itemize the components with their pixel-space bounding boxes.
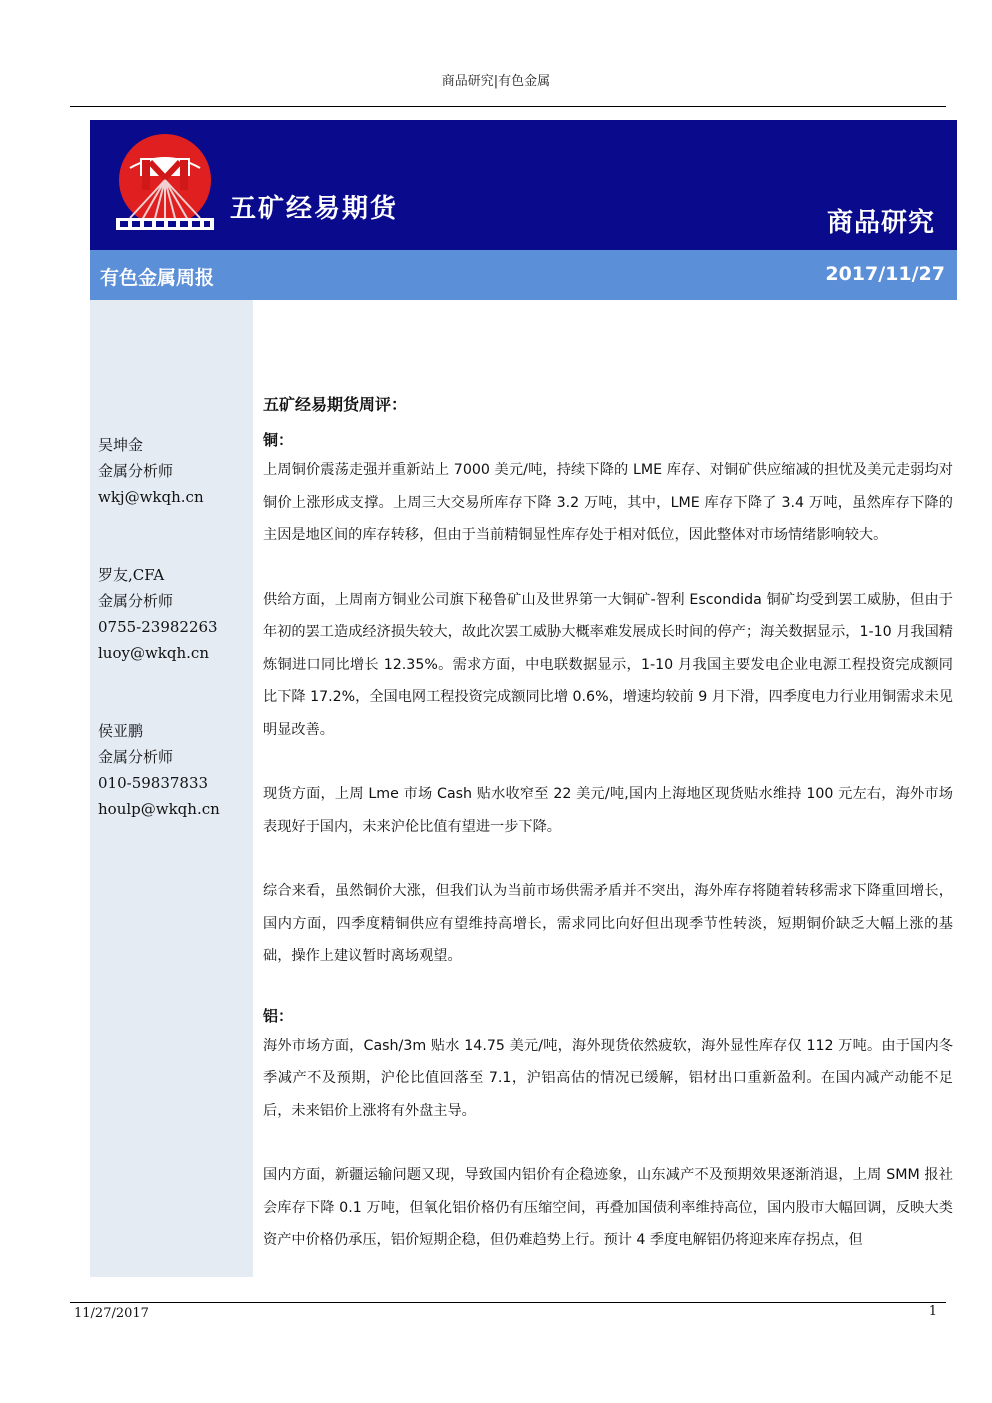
analyst-email[interactable]: houlp@wkqh.cn (98, 800, 220, 818)
aluminum-paragraph: 国内方面，新疆运输问题又现，导致国内铝价有企稳迹象，山东减产不及预期效果逐渐消退，上周 SMM 报社会库存下降 0.1 万吨，但氧化铝价格仍有压缩空间，再叠加国债利率维持高位，国内股市大幅回调，反映大类资产中价格仍承压，铝价短期企稳，但仍难趋势上行。预计 4 季度电解铝仍将迎来库存拐点，但 (263, 1167, 953, 1248)
report-body (263, 392, 953, 1257)
footer-date: 11/27/2017 (74, 1306, 149, 1321)
analyst-name: 吴坤金 (98, 436, 144, 454)
aluminum-heading: 铝： (263, 1006, 294, 1025)
title-banner (90, 120, 957, 250)
copper-paragraph: 现货方面，上周 Lme 市场 Cash 贴水收窄至 22 美元/吨,国内上海地区现货贴水维持 100 元左右，海外市场表现好于国内，未来沪伦比值有望进一步下降。 (263, 786, 953, 835)
analyst-card (98, 432, 204, 510)
analyst-sidebar (90, 300, 253, 1277)
copper-paragraph: 上周铜价震荡走强并重新站上 7000 美元/吨，持续下降的 LME 库存、对铜矿供应缩减的担忧及美元走弱均对铜价上涨形成支撑。上周三大交易所库存下降 3.2 万吨，其中，LME 库存下降了 3.4 万吨，虽然库存下降的主因是地区间的库存转移，但由于当前精铜显性库存处于相对低位，因此整体对市场情绪影响较大。 (263, 462, 953, 543)
analyst-email[interactable]: wkj@wkqh.cn (98, 488, 204, 506)
weekly-review-heading: 五矿经易期货周评： (263, 395, 408, 414)
analyst-phone: 010-59837833 (98, 774, 209, 792)
report-date: 2017/11/27 (825, 263, 945, 285)
banner-section-title: 商品研究 (826, 208, 935, 238)
report-title-bar (90, 250, 957, 300)
report-title: 有色金属周报 (100, 267, 215, 289)
analyst-name: 罗友,CFA (98, 566, 165, 584)
copper-paragraph: 供给方面，上周南方铜业公司旗下秘鲁矿山及世界第一大铜矿-智利 Escondida 铜矿均受到罢工威胁，但由于年初的罢工造成经济损失较大，故此次罢工威胁大概率难发展成长时间的停产；海关数据显示，1-10 月我国精炼铜进口同比增长 12.35%。需求方面，中电联数据显示，1-10 月我国主要发电企业电源工程投资完成额同比下降 17.2%，全国电网工程投资完成额同比增 0.6%，增速均较前 9 月下滑，四季度电力行业用铜需求未见明显改善。 (263, 591, 953, 738)
header-divider (70, 106, 946, 107)
minmetals-logo (110, 128, 220, 238)
copper-paragraph: 综合来看，虽然铜价大涨，但我们认为当前市场供需矛盾并不突出，海外库存将随着转移需求下降重回增长，国内方面，四季度精铜供应有望维持高增长，需求同比向好但出现季节性转淡，短期铜价缺乏大幅上涨的基础，操作上建议暂时离场观望。 (263, 883, 953, 964)
analyst-card (98, 562, 218, 666)
footer-divider (70, 1302, 946, 1303)
copper-heading: 铜： (263, 431, 294, 449)
page-number: 1 (928, 1304, 937, 1319)
analyst-email[interactable]: luoy@wkqh.cn (98, 644, 209, 662)
analyst-card (98, 718, 220, 822)
analyst-name: 侯亚鹏 (98, 722, 144, 740)
page-header-category: 商品研究|有色金属 (441, 74, 551, 89)
analyst-title: 金属分析师 (98, 748, 174, 766)
analyst-phone: 0755-23982263 (98, 618, 218, 636)
company-name: 五矿经易期货 (230, 194, 399, 224)
analyst-title: 金属分析师 (98, 592, 174, 610)
aluminum-paragraph: 海外市场方面，Cash/3m 贴水 14.75 美元/吨，海外现货依然疲软，海外显性库存仅 112 万吨。由于国内冬季减产不及预期，沪伦比值回落至 7.1，沪铝高估的情况已缓解，铝材出口重新盈利。在国内减产动能不足后，未来铝价上涨将有外盘主导。 (263, 1037, 953, 1119)
analyst-title: 金属分析师 (98, 462, 174, 480)
